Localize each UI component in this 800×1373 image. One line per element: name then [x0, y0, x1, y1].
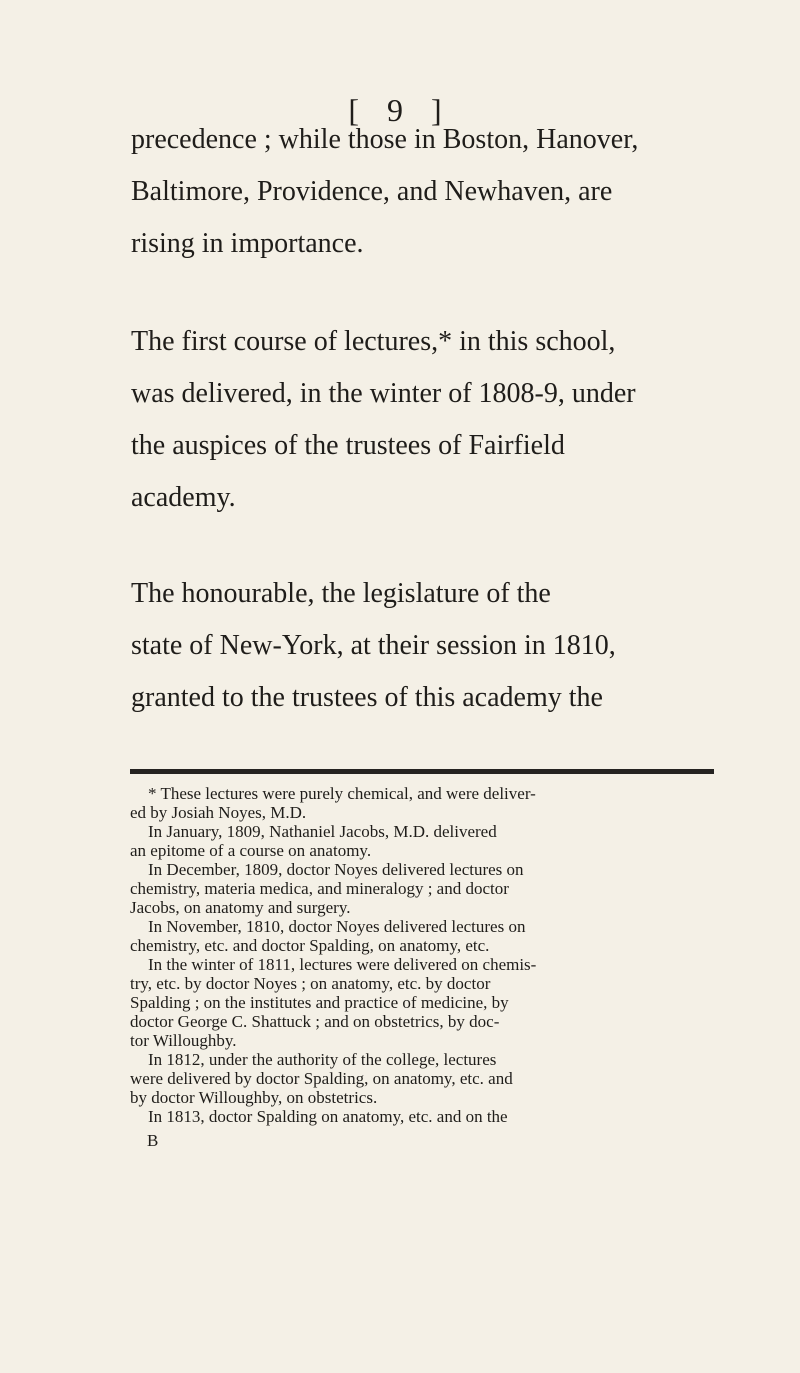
main-text-line: was delivered, in the winter of 1808-9, under	[131, 378, 636, 409]
main-text-line: precedence ; while those in Boston, Hanover,	[131, 124, 639, 155]
footnote-line: tor Willoughby.	[130, 1031, 237, 1050]
footnote-line: * These lectures were purely chemical, and were deliver-	[148, 784, 536, 803]
main-text-line: academy.	[131, 482, 236, 513]
footnote-line: In the winter of 1811, lectures were delivered on chemis-	[148, 955, 537, 974]
footnote-line: doctor George C. Shattuck ; and on obstetrics, by doc-	[130, 1012, 500, 1031]
footnote-line: Jacobs, on anatomy and surgery.	[130, 898, 351, 917]
footnote-line: In January, 1809, Nathaniel Jacobs, M.D. delivered	[148, 822, 497, 841]
main-text-line: granted to the trustees of this academy the	[131, 682, 603, 713]
main-text-line: the auspices of the trustees of Fairfield	[131, 430, 565, 461]
footnote-line: In November, 1810, doctor Noyes delivered lectures on	[148, 917, 526, 936]
footnote-line: were delivered by doctor Spalding, on anatomy, etc. and	[130, 1069, 513, 1088]
main-text-line: The honourable, the legislature of the	[131, 578, 551, 609]
main-text-line: rising in importance.	[131, 228, 364, 259]
page-number: [ 9 ]	[348, 92, 452, 128]
footnote-line: by doctor Willoughby, on obstetrics.	[130, 1088, 378, 1107]
footnote-line: In 1812, under the authority of the college, lectures	[148, 1050, 497, 1069]
main-text-line: The first course of lectures,* in this school,	[131, 326, 616, 357]
footnote-line: try, etc. by doctor Noyes ; on anatomy, etc. by doctor	[130, 974, 491, 993]
footnote-line: chemistry, etc. and doctor Spalding, on anatomy, etc.	[130, 936, 490, 955]
signature-mark: B	[147, 1131, 159, 1150]
footnote-rule	[130, 769, 714, 774]
footnote-line: chemistry, materia medica, and mineralogy ; and doctor	[130, 879, 509, 898]
footnote-line: an epitome of a course on anatomy.	[130, 841, 372, 860]
main-text-line: state of New-York, at their session in 1810,	[131, 630, 616, 661]
footnote-line: In December, 1809, doctor Noyes delivered lectures on	[148, 860, 524, 879]
footnote-line: Spalding ; on the institutes and practice of medicine, by	[130, 993, 509, 1012]
main-text-line: Baltimore, Providence, and Newhaven, are	[131, 176, 613, 207]
footnote-line: In 1813, doctor Spalding on anatomy, etc. and on the	[148, 1107, 508, 1126]
footnote-line: ed by Josiah Noyes, M.D.	[130, 803, 307, 822]
